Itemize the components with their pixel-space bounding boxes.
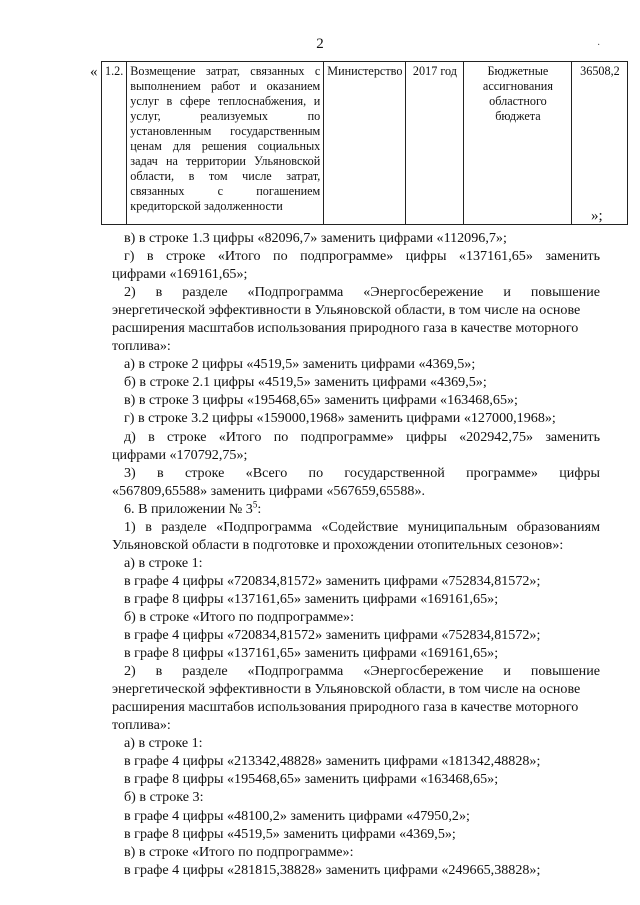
page-number: 2 bbox=[316, 36, 324, 52]
text-line: в графе 4 цифры «281815,38828» заменить цифрами «249665,38828»; bbox=[124, 861, 541, 878]
amendment-table bbox=[101, 61, 628, 225]
amendment-text bbox=[112, 229, 600, 879]
text-line: энергетической эффективности в Ульяновской области, в том числе на основе bbox=[112, 681, 581, 698]
text-line: г) в строке 3.2 цифры «159000,1968» заменить цифрами «127000,1968»; bbox=[124, 410, 556, 427]
text-line: в графе 4 цифры «720834,81572» заменить цифрами «752834,81572»; bbox=[124, 572, 541, 589]
text-line: топлива»: bbox=[112, 338, 171, 355]
text-line: Ульяновской области в подготовке и прохождении отопительных сезонов»: bbox=[112, 536, 564, 553]
text-line: в графе 4 цифры «48100,2» заменить цифрами «47950,2»; bbox=[124, 807, 470, 824]
text-line: в) в строке «Итого по подпрограмме»: bbox=[124, 843, 354, 860]
scan-dot: · bbox=[597, 40, 601, 51]
text-line: в графе 4 цифры «720834,81572» заменить цифрами «752834,81572»; bbox=[124, 627, 541, 644]
appendix-heading bbox=[118, 500, 600, 518]
cell-description: Возмещение затрат, связанных с выполнением работ и оказанием услуг в сфере теплоснабжения, и услуг, реализуемых по установленным государственным ценам для решения социальных задач на территории Ульяновской области, в том числе затрат, связанных с погашением кредиторской задолженности bbox=[127, 62, 324, 225]
text-line: 1) в разделе «Подпрограмма «Содействие муниципальным образованиям bbox=[124, 518, 600, 535]
text-line: в графе 8 цифры «195468,65» заменить цифрами «163468,65»; bbox=[124, 771, 499, 788]
text-line: 2) в разделе «Подпрограмма «Энергосбережение и повышение bbox=[124, 663, 600, 680]
text-line: д) в строке «Итого по подпрограмме» цифры «202942,75» заменить bbox=[124, 428, 600, 445]
text-line: 2) в разделе «Подпрограмма «Энергосбережение и повышение bbox=[124, 284, 600, 301]
text-line: топлива»: bbox=[112, 717, 171, 734]
text-line: расширения масштабов использования природного газа в качестве моторного bbox=[112, 699, 579, 716]
cell-row-number: 1.2. bbox=[102, 62, 127, 225]
text-line: в графе 4 цифры «213342,48828» заменить цифрами «181342,48828»; bbox=[124, 753, 541, 770]
text-line: цифрами «170792,75»; bbox=[112, 446, 248, 463]
text-line: а) в строке 2 цифры «4519,5» заменить цифрами «4369,5»; bbox=[124, 356, 476, 373]
text-line: в) в строке 3 цифры «195468,65» заменить цифрами «163468,65»; bbox=[124, 392, 518, 409]
cell-organization: Министерство bbox=[324, 62, 406, 225]
text-line: «567809,65588» заменить цифрами «567659,65588». bbox=[112, 482, 426, 499]
text-line: в) в строке 1.3 цифры «82096,7» заменить цифрами «112096,7»; bbox=[124, 230, 507, 246]
text-line: цифрами «169161,65»; bbox=[112, 266, 248, 283]
text-line: в графе 8 цифры «137161,65» заменить цифрами «169161,65»; bbox=[124, 590, 499, 607]
text-line: б) в строке 3: bbox=[124, 789, 204, 806]
appendix-number-superscript: 5 bbox=[252, 499, 258, 510]
appendix-heading-text: 6. В приложении № 3 bbox=[124, 500, 253, 517]
text-line: а) в строке 1: bbox=[124, 554, 203, 571]
text-line: б) в строке 2.1 цифры «4519,5» заменить цифрами «4369,5»; bbox=[124, 374, 487, 391]
text-line: б) в строке «Итого по подпрограмме»: bbox=[124, 608, 355, 625]
cell-funding-source: Бюджетные ассигнования областного бюджета bbox=[464, 62, 572, 225]
text-line: а) в строке 1: bbox=[124, 735, 203, 752]
table-open-quote: « bbox=[90, 64, 98, 80]
text-line: г) в строке «Итого по подпрограмме» цифры «137161,65» заменить bbox=[124, 248, 600, 265]
table-row bbox=[102, 62, 628, 225]
text-line: 3) в строке «Всего по государственной программе» цифры bbox=[124, 464, 600, 481]
text-line: энергетической эффективности в Ульяновской области, в том числе на основе bbox=[112, 302, 581, 319]
cell-amount: 36508,2 bbox=[572, 62, 628, 225]
text-line: в графе 8 цифры «137161,65» заменить цифрами «169161,65»; bbox=[124, 645, 499, 662]
text-line: расширения масштабов использования природного газа в качестве моторного bbox=[112, 320, 579, 337]
table-close-quote: »; bbox=[591, 208, 603, 224]
cell-year: 2017 год bbox=[406, 62, 464, 225]
text-line: в графе 8 цифры «4519,5» заменить цифрами «4369,5»; bbox=[124, 825, 456, 842]
appendix-heading-colon: : bbox=[257, 500, 262, 517]
